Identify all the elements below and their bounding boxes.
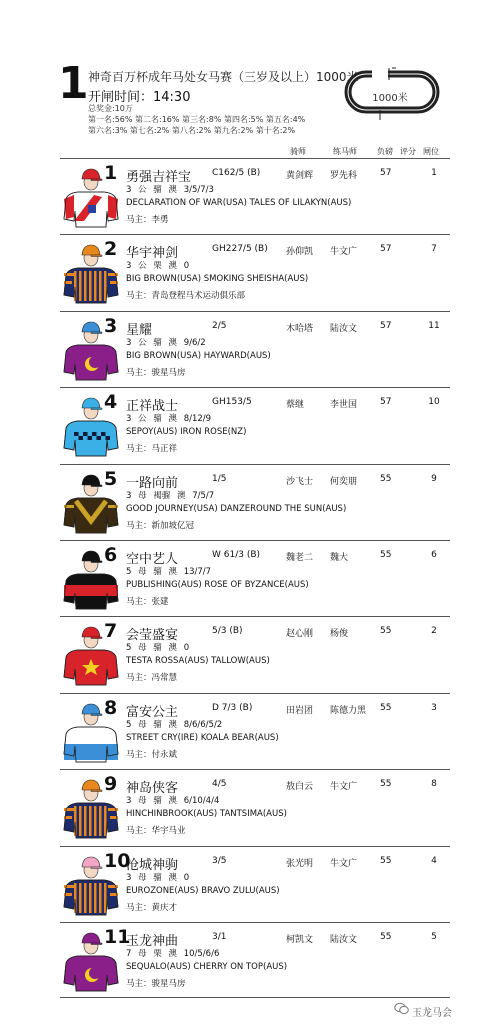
pedigree: SEQUALO(AUS) CHERRY ON TOP(AUS) — [126, 961, 288, 972]
jockey-name: 黄剑辉 — [286, 171, 314, 181]
owner: 马主：青岛登程马术运动俱乐部 — [126, 291, 246, 302]
trainer-name: 杨俊 — [330, 629, 349, 640]
trainer-name: 李世国 — [330, 400, 358, 411]
jockey-name: 赵心刚 — [286, 629, 314, 640]
trainer-name: 牛文广 — [330, 782, 358, 793]
trainer-name: 魏大 — [330, 552, 349, 563]
trainer-name: 陆汝文 — [330, 934, 358, 945]
draw: 11 — [428, 320, 440, 331]
col-rating: 评分 — [400, 147, 416, 156]
weight: 55 — [380, 855, 392, 866]
horse-number: 11 — [104, 925, 131, 948]
weight: 57 — [380, 397, 392, 408]
horse-brand: 3/1 — [212, 931, 227, 942]
horse-brand: 2/5 — [212, 320, 227, 331]
pedigree: BIG BROWN(USA) SMOKING SHEISHA(AUS) — [126, 274, 309, 285]
weight: 55 — [380, 702, 392, 713]
col-draw: 闸位 — [423, 147, 439, 156]
jockey-name: 蔡继 — [286, 400, 305, 411]
jockey-name: 沙飞士 — [286, 476, 314, 487]
horse-number: 6 — [104, 543, 118, 566]
owner: 马主：付永斌 — [126, 749, 178, 760]
jockey-name: 敖白云 — [286, 782, 314, 793]
pedigree: EUROZONE(AUS) BRAVO ZULU(AUS) — [126, 885, 280, 896]
horse-name: 会莹盛宴 — [126, 628, 179, 644]
purse: 总奖金:10万 — [88, 104, 133, 113]
prize-split-line-2: 第六名:3% 第七名:2% 第八名:2% 第九名:2% 第十名:2% — [88, 126, 296, 135]
owner: 马主：李勇 — [126, 215, 169, 225]
weight: 55 — [380, 626, 392, 637]
horse-number: 9 — [104, 773, 118, 796]
jockey-name: 木哈塔 — [286, 323, 314, 334]
runner-row — [60, 693, 450, 769]
draw: 3 — [431, 702, 437, 713]
weight: 55 — [380, 931, 392, 942]
horse-name: 玉龙神曲 — [126, 933, 179, 949]
horse-brand: W 61/3 (B) — [212, 549, 261, 560]
horse-name: 勇强吉祥宝 — [126, 170, 192, 185]
owner: 马主：华宇马业 — [126, 826, 186, 837]
horse-description: 3 公 骝 澳 3/5/7/3 — [126, 185, 214, 195]
pedigree: STREET CRY(IRE) KOALA BEAR(AUS) — [126, 732, 279, 743]
horse-description: 3 公 栗 澳 0 — [126, 261, 190, 272]
runner-row — [60, 846, 450, 922]
horse-brand: C162/5 (B) — [212, 168, 261, 178]
runner-row — [60, 922, 450, 998]
horse-number: 2 — [104, 238, 118, 261]
horse-number: 8 — [104, 696, 118, 719]
horse-name: 空中艺人 — [126, 551, 179, 567]
horse-name: 一路向前 — [126, 475, 179, 491]
jockey-name: 魏老二 — [286, 552, 314, 563]
draw: 1 — [431, 168, 437, 178]
horse-number: 5 — [104, 467, 118, 490]
col-weight: 负磅 — [377, 147, 393, 156]
horse-description: 5 母 骝 澳 0 — [126, 643, 190, 654]
jockey-name: 张光明 — [286, 858, 314, 869]
owner: 马主：骏星马房 — [126, 367, 186, 378]
runner-row — [60, 311, 450, 387]
horse-number: 7 — [104, 620, 118, 643]
horse-brand: 1/5 — [212, 473, 227, 484]
runner-list — [60, 158, 450, 998]
horse-description: 3 母 骝 澳 0 — [126, 872, 190, 883]
trainer-name: 牛文广 — [330, 858, 358, 869]
weight: 57 — [380, 168, 392, 178]
pedigree: HINCHINBROOK(AUS) TANTSIMA(AUS) — [126, 809, 287, 820]
trainer-name: 罗先科 — [330, 171, 358, 181]
pedigree: SEPOY(AUS) IRON ROSE(NZ) — [126, 427, 247, 438]
trainer-name: 何奕朋 — [330, 476, 358, 487]
horse-number: 4 — [104, 391, 118, 414]
column-headers — [0, 146, 500, 158]
weight: 57 — [380, 244, 392, 255]
owner: 马主：张建 — [126, 596, 169, 607]
draw: 5 — [431, 931, 437, 942]
horse-name: 正祥战士 — [126, 399, 179, 415]
trainer-name: 牛文广 — [330, 247, 358, 258]
race-title: 神奇百万杯成年马处女马赛（三岁及以上）1000米 — [88, 70, 359, 84]
draw: 10 — [428, 397, 440, 408]
horse-name: 沧城神驹 — [126, 857, 179, 873]
horse-description: 3 母 骝 澳 6/10/4/4 — [126, 796, 220, 807]
wechat-icon — [394, 1002, 409, 1015]
weight: 55 — [380, 779, 392, 790]
draw: 6 — [431, 549, 437, 560]
owner: 马主：马正祥 — [126, 444, 178, 455]
runner-row — [60, 769, 450, 845]
horse-brand: D 7/3 (B) — [212, 702, 253, 713]
watermark: 玉龙马会 — [412, 1008, 452, 1019]
horse-brand: 5/3 (B) — [212, 626, 243, 637]
horse-name: 华宇神剑 — [126, 246, 179, 262]
draw: 7 — [431, 244, 437, 255]
horse-number: 3 — [104, 314, 118, 337]
trainer-name: 陈德力黑 — [330, 705, 367, 716]
jockey-name: 田岩团 — [286, 705, 314, 716]
horse-description: 5 母 骝 澳 13/7/7 — [126, 566, 212, 577]
pedigree: PUBLISHING(AUS) ROSE OF BYZANCE(AUS) — [126, 579, 309, 590]
horse-brand: GH227/5 (B) — [212, 244, 268, 255]
pedigree: TESTA ROSSA(AUS) TALLOW(AUS) — [126, 656, 270, 667]
runner-row — [60, 464, 450, 540]
runner-row — [60, 234, 450, 310]
prize-split-line-1: 第一名:56% 第二名:16% 第三名:8% 第四名:5% 第五名:4% — [88, 115, 306, 124]
pedigree: DECLARATION OF WAR(USA) TALES OF LILAKYN(AUS) — [126, 198, 352, 208]
horse-name: 星耀 — [126, 322, 153, 338]
horse-name: 神岛侠客 — [126, 781, 179, 797]
horse-description: 3 公 骝 澳 8/12/9 — [126, 414, 212, 425]
weight: 57 — [380, 320, 392, 331]
track-distance-label: 1000米 — [372, 93, 408, 104]
weight: 55 — [380, 473, 392, 484]
pedigree: GOOD JOURNEY(USA) DANZEROUND THE SUN(AUS) — [126, 503, 347, 514]
horse-name: 富安公主 — [126, 704, 179, 720]
runner-row — [60, 540, 450, 616]
horse-description: 3 公 骝 澳 9/6/2 — [126, 337, 206, 348]
weight: 55 — [380, 549, 392, 560]
col-jockey: 骑师 — [290, 147, 306, 156]
trainer-name: 陆汝文 — [330, 323, 358, 334]
jockey-name: 柯凯文 — [286, 934, 314, 945]
horse-description: 7 母 栗 澳 10/5/6/6 — [126, 948, 220, 959]
runner-row — [60, 616, 450, 692]
jockey-name: 孙仰凯 — [286, 247, 314, 258]
draw: 2 — [431, 626, 437, 637]
horse-number: 10 — [104, 849, 131, 872]
race-header — [0, 0, 500, 160]
draw: 8 — [431, 779, 437, 790]
owner: 马主：黄庆才 — [126, 902, 178, 913]
owner: 马主：新加坡亿冠 — [126, 520, 195, 531]
owner: 马主：骏星马房 — [126, 978, 186, 989]
runner-row — [60, 158, 450, 234]
horse-description: 3 母 褐骝 澳 7/5/7 — [126, 490, 215, 501]
horse-number: 1 — [104, 162, 118, 184]
horse-description: 5 母 骝 澳 8/6/6/5/2 — [126, 719, 223, 730]
pedigree: BIG BROWN(USA) HAYWARD(AUS) — [126, 350, 271, 361]
owner: 马主：冯常慧 — [126, 673, 178, 684]
runner-row — [60, 387, 450, 463]
draw: 9 — [431, 473, 437, 484]
col-trainer: 练马师 — [333, 147, 357, 156]
horse-brand: GH153/5 — [212, 397, 252, 408]
start-time: 开闸时间：14:30 — [88, 90, 191, 105]
race-number: 1 — [58, 58, 89, 109]
draw: 4 — [431, 855, 437, 866]
horse-brand: 3/5 — [212, 855, 227, 866]
horse-brand: 4/5 — [212, 779, 227, 790]
